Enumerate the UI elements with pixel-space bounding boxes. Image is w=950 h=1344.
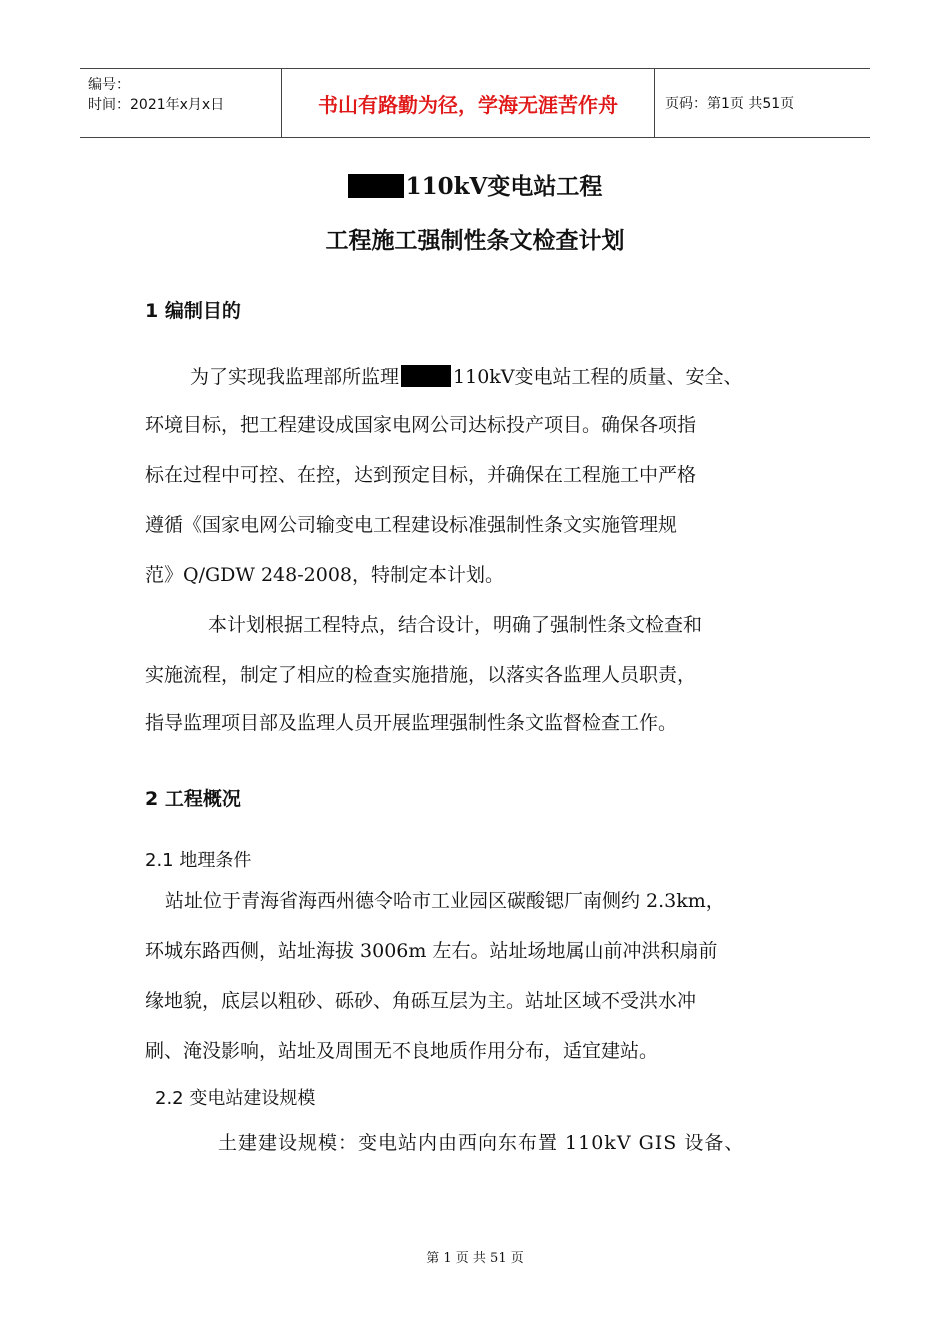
paragraph-line: 环境目标，把工程建设成国家电网公司达标投产项目。确保各项指 <box>145 414 697 436</box>
document-title <box>0 168 950 201</box>
paragraph-line: 本计划根据工程特点，结合设计，明确了强制性条文检查和 <box>208 614 703 636</box>
paragraph-line: 缘地貌，底层以粗砂、砾砂、角砾互层为主。站址区域不受洪水冲 <box>145 990 697 1012</box>
section-heading-overview: 2 工程概况 <box>145 788 241 810</box>
header-meta <box>80 69 280 137</box>
paragraph-line: 范》Q/GDW 248-2008，特制定本计划。 <box>145 564 504 586</box>
number-label: 编号： <box>88 77 130 93</box>
section-heading-purpose: 1 编制目的 <box>145 300 241 322</box>
header-page-label: 页码：第1页 共51页 <box>665 96 795 112</box>
paragraph-line: 遵循《国家电网公司输变电工程建设标准强制性条文实施管理规 <box>145 514 678 536</box>
paragraph-line: 刷、淹没影响，站址及周围无不良地质作用分布，适宜建站。 <box>145 1040 659 1062</box>
document-subtitle: 工程施工强制性条文检查计划 <box>325 228 625 254</box>
header-motto: 书山有路勤为径，学海无涯苦作舟 <box>281 69 655 137</box>
paragraph-line: 实施流程，制定了相应的检查实施措施，以落实各监理人员职责， <box>145 664 697 686</box>
subsection-heading-geography: 2.1 地理条件 <box>145 850 252 871</box>
paragraph-line: 土建建设规模：变电站内由西向东布置 110kV GIS 设备、 <box>218 1132 745 1154</box>
paragraph-line: 标在过程中可控、在控，达到预定目标，并确保在工程施工中严格 <box>145 464 697 486</box>
redaction-block <box>401 365 451 387</box>
page-footer: 第 1 页 共 51 页 <box>426 1251 524 1266</box>
paragraph-line: 环城东路西侧，站址海拔 3006m 左右。站址场地属山前冲洪积扇前 <box>145 940 718 962</box>
redaction-block <box>348 174 404 198</box>
document-header <box>80 68 870 138</box>
paragraph-line: 指导监理项目部及监理人员开展监理强制性条文监督检查工作。 <box>145 712 678 734</box>
text-span: 110kV变电站工程的质量、安全、 <box>453 366 743 388</box>
subsection-heading-scale: 2.2 变电站建设规模 <box>155 1088 316 1109</box>
text-span: 为了实现我监理部所监理 <box>190 366 400 388</box>
title-line1: 110kV变电站工程 <box>405 173 603 200</box>
time-label: 时间：2021年x月x日 <box>88 97 225 113</box>
paragraph-line: 站址位于青海省海西州德令哈市工业园区碳酸锶厂南侧约 2.3km， <box>165 890 725 912</box>
paragraph-line <box>190 362 743 389</box>
